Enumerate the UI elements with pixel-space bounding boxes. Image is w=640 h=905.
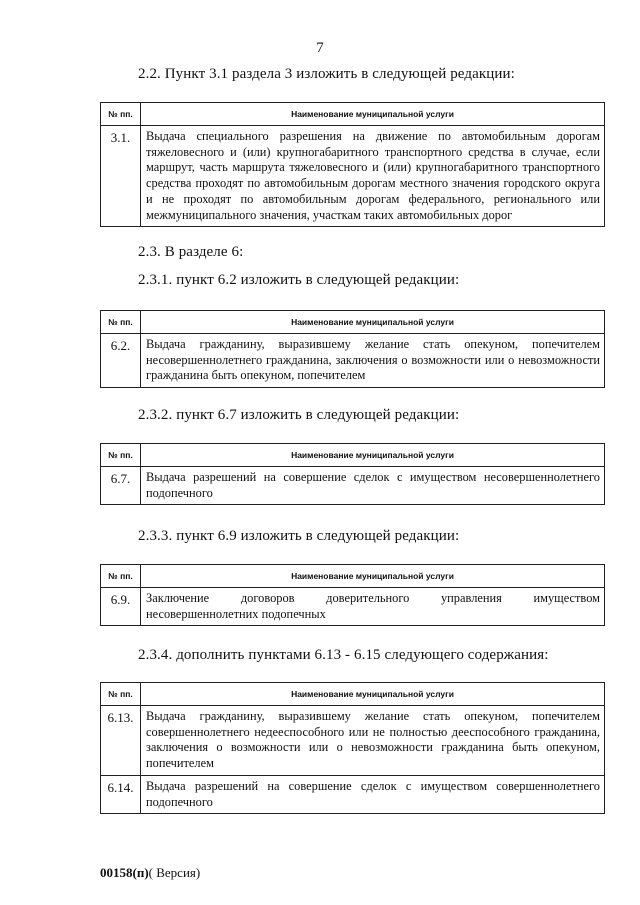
section-heading-2-3: 2.3. В разделе 6:	[138, 244, 244, 260]
services-table-6-9	[100, 564, 605, 626]
table-row	[101, 706, 605, 776]
table-row	[101, 126, 605, 227]
column-header-number: № пп.	[101, 683, 141, 706]
column-header-service-name: Наименование муниципальной услуги	[141, 683, 605, 706]
section-heading-2-3-3: 2.3.3. пункт 6.9 изложить в следующей редакции:	[138, 528, 460, 544]
column-header-number: № пп.	[101, 444, 141, 467]
section-heading-2-2: 2.2. Пункт 3.1 раздела 3 изложить в следующей редакции:	[138, 66, 515, 82]
row-number: 6.13.	[101, 706, 141, 776]
document-footer	[100, 865, 200, 881]
service-name: Выдача гражданину, выразившему желание стать опекуном, попечителем несовершеннолетнего гражданина, заключения о возможности или о невозможности гражданина быть опекуном, попечителем	[141, 334, 605, 388]
document-version: ( Версия)	[148, 865, 201, 880]
column-header-service-name: Наименование муниципальной услуги	[141, 311, 605, 334]
table-header-row	[101, 683, 605, 706]
table-row	[101, 775, 605, 813]
table-header-row	[101, 103, 605, 126]
section-heading-2-3-1: 2.3.1. пункт 6.2 изложить в следующей редакции:	[138, 272, 460, 288]
column-header-service-name: Наименование муниципальной услуги	[141, 444, 605, 467]
services-table-6-13	[100, 682, 605, 814]
section-heading-2-3-2: 2.3.2. пункт 6.7 изложить в следующей редакции:	[138, 407, 460, 423]
row-number: 6.14.	[101, 775, 141, 813]
column-header-number: № пп.	[101, 103, 141, 126]
table-header-row	[101, 311, 605, 334]
table-row	[101, 334, 605, 388]
service-name: Заключение договоров доверительного управления имуществом несовершеннолетних подопечных	[141, 588, 605, 626]
row-number: 3.1.	[101, 126, 141, 227]
column-header-service-name: Наименование муниципальной услуги	[141, 565, 605, 588]
service-name: Выдача гражданину, выразившему желание стать опекуном, попечителем совершеннолетнего недееспособного или не полностью дееспособного гражданина, заключения о возможности или о невозможности гражданина быть опекуном, попечителем	[141, 706, 605, 776]
section-heading-2-3-4: 2.3.4. дополнить пунктами 6.13 - 6.15 следующего содержания:	[138, 647, 549, 663]
row-number: 6.7.	[101, 467, 141, 505]
services-table-6-2	[100, 310, 605, 388]
table-row	[101, 588, 605, 626]
column-header-service-name: Наименование муниципальной услуги	[141, 103, 605, 126]
row-number: 6.9.	[101, 588, 141, 626]
service-name: Выдача разрешений на совершение сделок с имуществом несовершеннолетнего подопечного	[141, 467, 605, 505]
service-name: Выдача разрешений на совершение сделок с имуществом совершеннолетнего подопечного	[141, 775, 605, 813]
column-header-number: № пп.	[101, 311, 141, 334]
table-row	[101, 467, 605, 505]
services-table-3-1	[100, 102, 605, 227]
services-table-6-7	[100, 443, 605, 505]
document-code: 00158(п)	[100, 865, 149, 880]
service-name: Выдача специального разрешения на движение по автомобильным дорогам тяжеловесного и (или) крупногабаритного транспортного средства в случае, если маршрут, часть маршрута тяжеловесного и (или) крупногабаритного транспортного средства проходят по автомобильным дорогам местного значения городского округа и не проходят по автомобильным дорогам федерального, регионального или межмуниципального значения, участкам таких автомобильных дорог	[141, 126, 605, 227]
page-number: 7	[316, 40, 324, 56]
column-header-number: № пп.	[101, 565, 141, 588]
table-header-row	[101, 565, 605, 588]
table-header-row	[101, 444, 605, 467]
row-number: 6.2.	[101, 334, 141, 388]
